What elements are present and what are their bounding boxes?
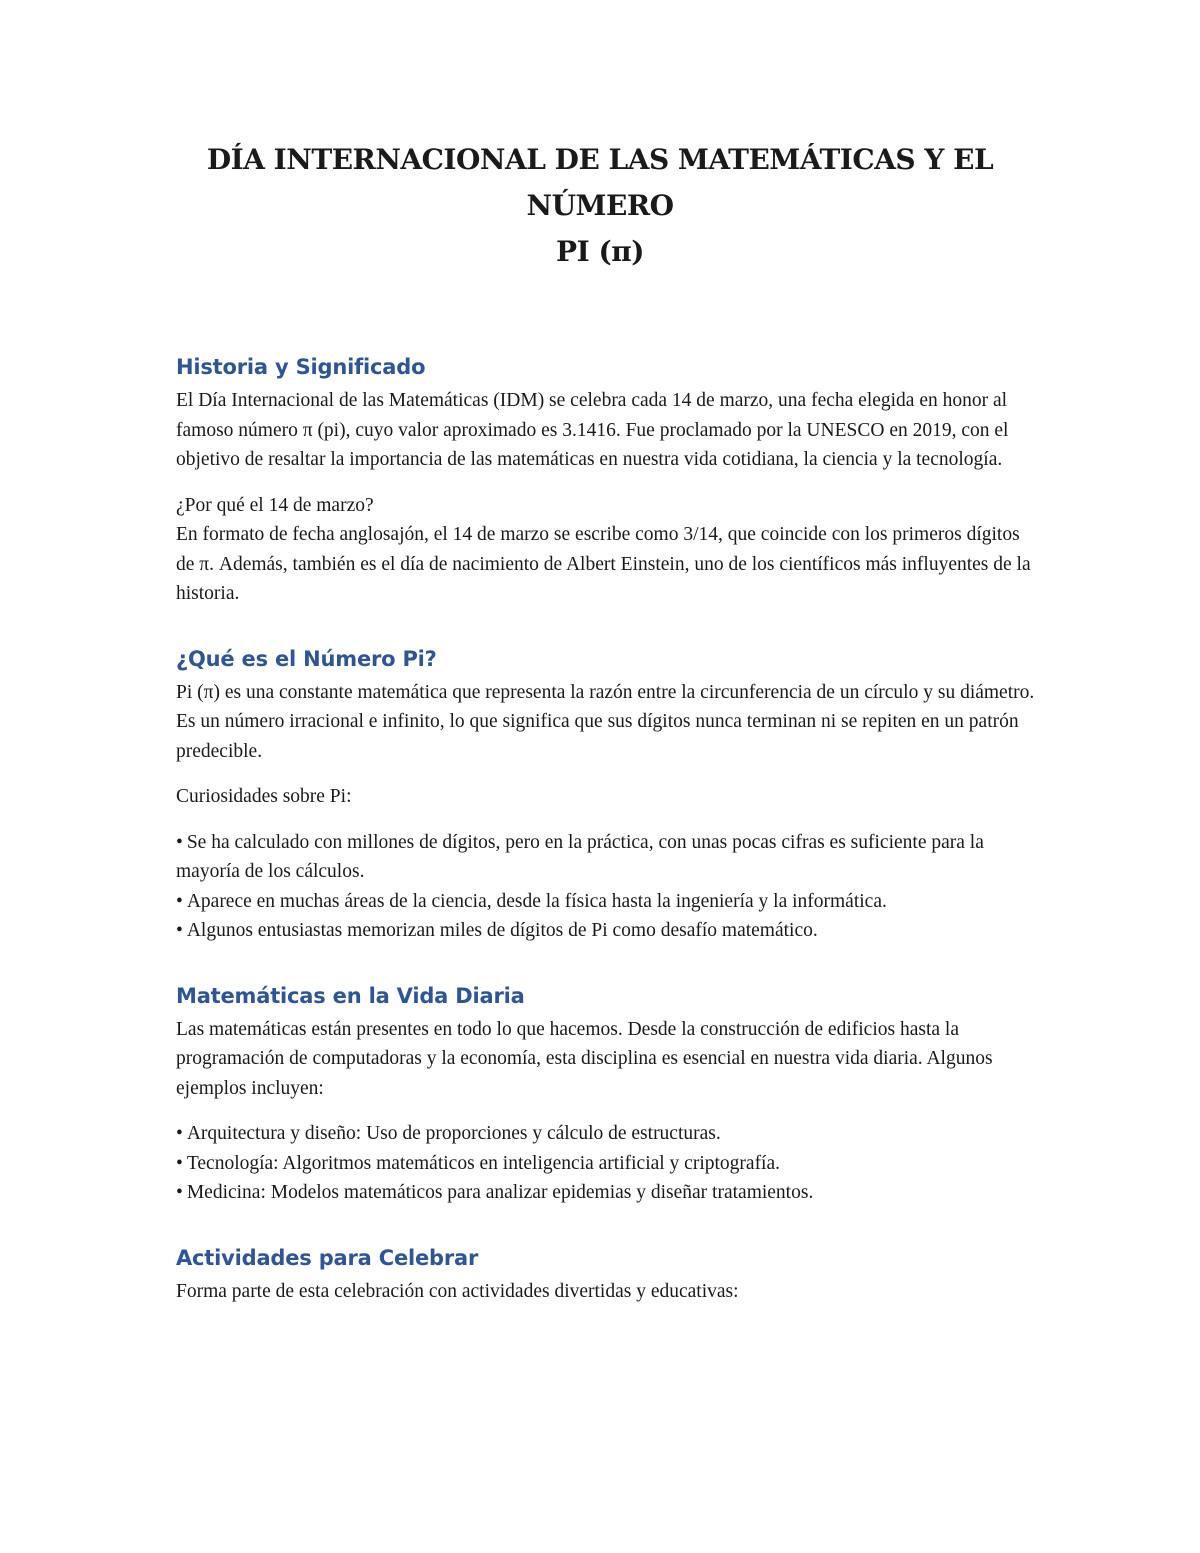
historia-paragraph-1: El Día Internacional de las Matemáticas (IDM) se celebra cada 14 de marzo, una fecha elegida en honor al famoso número π (pi), cuyo valor aproximado es 3.1416. Fue proclamado por la UNESCO en 2019, con el objetivo de resaltar la importancia de las matemáticas en nuestra vida cotidiana, la ciencia y la tecnología.	[176, 390, 1009, 470]
section-historia	[176, 350, 1036, 609]
bullet-icon: •	[176, 890, 183, 912]
actividades-paragraph-1: Forma parte de esta celebración con actividades divertidas y educativas:	[176, 1280, 739, 1302]
curiosidades-list	[176, 828, 1036, 946]
list-item: • Medicina: Modelos matemáticos para analizar epidemias y diseñar tratamientos.	[176, 1182, 814, 1203]
section-actividades	[176, 1241, 1036, 1307]
section-pi	[176, 642, 1036, 946]
bullet-icon: •	[176, 831, 183, 853]
section-heading-historia: Historia y Significado	[176, 355, 426, 379]
pi-paragraph-1: Pi (π) es una constante matemática que representa la razón entre la circunferencia de un círculo y su diámetro. Es un número irracional e infinito, lo que significa que sus dígitos nunca terminan ni se repiten en un patrón predecible.	[176, 681, 1035, 762]
list-item: • Tecnología: Algoritmos matemáticos en inteligencia artificial y criptografía.	[176, 1152, 781, 1174]
section-heading-pi: ¿Qué es el Número Pi?	[176, 646, 437, 671]
historia-paragraph-2: En formato de fecha anglosajón, el 14 de marzo se escribe como 3/14, que coincide con los primeros dígitos de π. Además, también es el día de nacimiento de Albert Einstein, uno de los científicos más influyentes de la historia.	[176, 524, 1031, 604]
list-item: • Arquitectura y diseño: Uso de proporciones y cálculo de estructuras.	[176, 1123, 721, 1144]
list-item: • Se ha calculado con millones de dígitos, pero en la práctica, con unas pocas cifras es suficiente para la mayoría de los cálculos.	[176, 831, 984, 882]
ejemplos-list	[176, 1119, 1036, 1208]
list-item: • Aparece en muchas áreas de la ciencia, desde la física hasta la ingeniería y la informática.	[176, 890, 887, 912]
bullet-icon: •	[176, 1123, 183, 1144]
title-line-2: PI (π)	[556, 235, 644, 268]
bullet-icon: •	[176, 920, 183, 941]
document-body	[176, 350, 1036, 1306]
section-heading-vida-diaria: Matemáticas en la Vida Diaria	[176, 983, 525, 1008]
list-item: • Algunos entusiastas memorizan miles de dígitos de Pi como desafío matemático.	[176, 920, 818, 941]
vida-paragraph-1: Las matemáticas están presentes en todo lo que hacemos. Desde la construcción de edificios hasta la programación de computadoras y la economía, esta disciplina es esencial en nuestra vida diaria. Algunos ejemplos incluyen:	[176, 1018, 993, 1099]
bullet-icon: •	[176, 1182, 183, 1203]
section-heading-actividades: Actividades para Celebrar	[176, 1245, 479, 1270]
page-title	[150, 137, 1050, 275]
bullet-icon: •	[176, 1152, 183, 1174]
historia-question: ¿Por qué el 14 de marzo?	[176, 494, 374, 516]
section-vida-diaria	[176, 979, 1036, 1208]
title-line-1: DÍA INTERNACIONAL DE LAS MATEMÁTICAS Y EL NÚMERO	[206, 143, 994, 222]
curiosidades-label: Curiosidades sobre Pi:	[176, 786, 352, 807]
